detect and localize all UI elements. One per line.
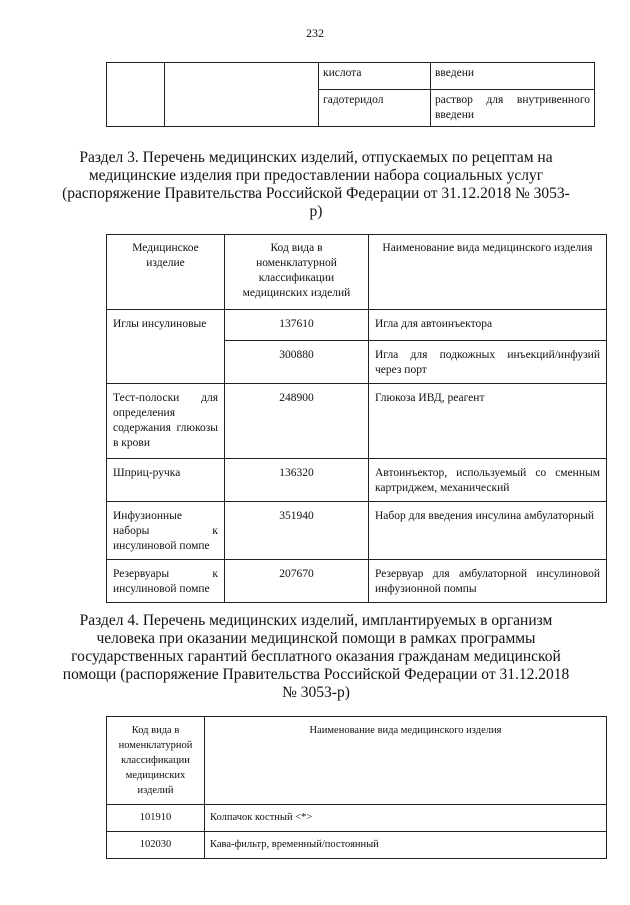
table-row [107,63,595,90]
table-header-row [107,717,607,805]
table-cell: Игла для подкожных инъекций/инфузий через порт [369,341,607,384]
table-cell: 300880 [225,341,369,384]
table-cell: Кава-фильтр, временный/постоянный [205,832,607,859]
table-cell [107,63,165,127]
page-number: 232 [306,26,324,40]
table-cell: Автоинъектор, используемый со сменным картриджем, механический [369,459,607,502]
table-cell: 137610 [225,310,369,341]
table-cell: 101910 [107,805,205,832]
table-cell: Тест-полоски для определения содержания глюкозы в крови [107,384,225,459]
table-row [107,832,607,859]
table-cell: 351940 [225,502,369,560]
table-cell: Иглы инсулиновые [107,310,225,384]
table-row [107,310,607,341]
table-cell: кислота [319,63,431,90]
table-cell: Игла для автоинъектора [369,310,607,341]
table-row [107,459,607,502]
column-header: Код вида в номенклатурной классификации медицинских изделий [107,717,205,805]
table-cell: Инфузионные наборы к инсулиновой помпе [107,502,225,560]
table-cell: Колпачок костный <*> [205,805,607,832]
table-cell: гадотеридол [319,90,431,127]
table-row [107,805,607,832]
table-cell: Глюкоза ИВД, реагент [369,384,607,459]
section-4-title: Раздел 4. Перечень медицинских изделий, имплантируемых в организм человека при оказании медицинской помощи в рамках программы государственных гарантий бесплатного оказания гражданам медицинской помощи (распоряжение Правительства Российской Федерации от 31.12.2018 № 3053-р) [62,612,570,701]
column-header: Медицинское изделие [107,235,225,310]
continuation-table [106,62,595,127]
column-header: Наименование вида медицинского изделия [205,717,607,805]
section-3-table [106,234,607,603]
table-cell: 248900 [225,384,369,459]
table-cell: Шприц-ручка [107,459,225,502]
table-cell: введени [431,63,595,90]
column-header: Код вида в номенклатурной классификации медицинских изделий [225,235,369,310]
table-cell [165,63,319,127]
table-cell: Резервуар для амбулаторной инсулиновой инфузионной помпы [369,560,607,603]
table-cell: Резервуары к инсулиновой помпе [107,560,225,603]
table-cell: раствор для внутривенного введени [431,90,595,127]
table-row [107,560,607,603]
table-row [107,502,607,560]
column-header: Наименование вида медицинского изделия [369,235,607,310]
table-cell: 136320 [225,459,369,502]
section-4-table [106,716,607,859]
table-row [107,384,607,459]
table-cell: Набор для введения инсулина амбулаторный [369,502,607,560]
table-cell: 207670 [225,560,369,603]
table-cell: 102030 [107,832,205,859]
section-3-title: Раздел 3. Перечень медицинских изделий, отпускаемых по рецептам на медицинские изделия при предоставлении набора социальных услуг (распоряжение Правительства Российской Федерации от 31.12.2018 № 3053-р) [62,149,570,220]
table-header-row [107,235,607,310]
